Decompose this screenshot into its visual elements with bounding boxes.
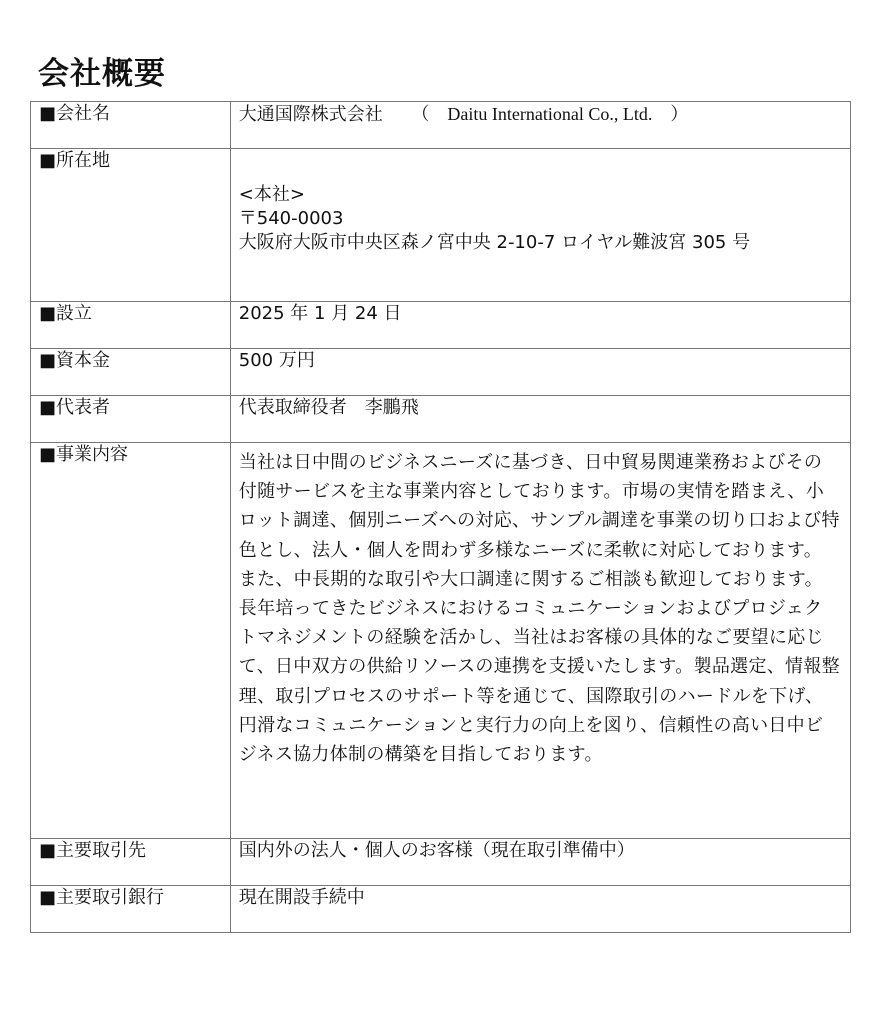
business-label: ■事業内容 xyxy=(39,444,129,465)
row-label xyxy=(31,886,231,933)
row-bank xyxy=(31,886,851,933)
clients-value: 国内外の法人・個人のお客様（現在取引準備中） xyxy=(238,840,635,861)
company-name-en: （ Daitu International Co., Ltd. ） xyxy=(411,104,689,124)
location-label: ■所在地 xyxy=(39,150,111,171)
bank-label: ■主要取引銀行 xyxy=(39,887,165,908)
row-business xyxy=(31,443,851,839)
row-value xyxy=(230,102,850,149)
row-clients xyxy=(31,839,851,886)
representative-value: 代表取締役者 李鵬飛 xyxy=(238,397,419,418)
row-label xyxy=(31,302,231,349)
established-label: ■設立 xyxy=(39,303,93,324)
company-name-ja: 大通国際株式会社 xyxy=(238,104,383,125)
row-value xyxy=(230,349,850,396)
page-title: 会社概要 xyxy=(38,56,166,92)
row-label xyxy=(31,396,231,443)
row-value xyxy=(230,886,850,933)
row-capital xyxy=(31,349,851,396)
bank-value: 現在開設手続中 xyxy=(238,887,365,908)
company-overview-table xyxy=(30,101,851,933)
row-label xyxy=(31,443,231,839)
row-value xyxy=(230,839,850,886)
row-location xyxy=(31,149,851,302)
row-value xyxy=(230,149,850,302)
capital-value: 500 万円 xyxy=(238,350,315,371)
row-label xyxy=(31,839,231,886)
row-value xyxy=(230,396,850,443)
representative-label: ■代表者 xyxy=(39,397,111,418)
clients-label: ■主要取引先 xyxy=(39,840,147,861)
company-name-label: ■会社名 xyxy=(39,103,111,124)
head-office-label: <本社> xyxy=(238,184,305,205)
row-representative xyxy=(31,396,851,443)
row-label xyxy=(31,149,231,302)
established-date: 2025 年 1 月 24 日 xyxy=(238,303,402,324)
business-paragraph-1: 当社は日中間のビジネスニーズに基づき、日中貿易関連業務およびその付随サービスを主な事業内容としております。市場の実情を踏まえ、小ロット調達、個別ニーズへの対応、サンプル調達を事業の切り口および特色とし、法人・個人を問わず多様なニーズに柔軟に対応しております。また、中長期的な取引や大口調達に関するご相談も歓迎しております。 xyxy=(238,452,840,590)
row-label xyxy=(31,102,231,149)
business-paragraph-2: 長年培ってきたビジネスにおけるコミュニケーションおよびプロジェクトマネジメントの経験を活かし、当社はお客様の具体的なご要望に応じて、日中双方の供給リソースの連携を支援いたします。製品選定、情報整理、取引プロセスのサポート等を通じて、国際取引のハードルを下げ、円滑なコミュニケーションと実行力の向上を図り、信頼性の高い日中ビジネス協力体制の構築を目指しております。 xyxy=(238,598,840,766)
row-label xyxy=(31,349,231,396)
address: 大阪府大阪市中央区森ノ宮中央 2-10-7 ロイヤル難波宮 305 号 xyxy=(238,232,751,253)
postal-code: 〒540-0003 xyxy=(238,208,344,229)
row-value xyxy=(230,302,850,349)
row-value xyxy=(230,443,850,839)
row-company-name xyxy=(31,102,851,149)
capital-label: ■資本金 xyxy=(39,350,111,371)
row-established xyxy=(31,302,851,349)
